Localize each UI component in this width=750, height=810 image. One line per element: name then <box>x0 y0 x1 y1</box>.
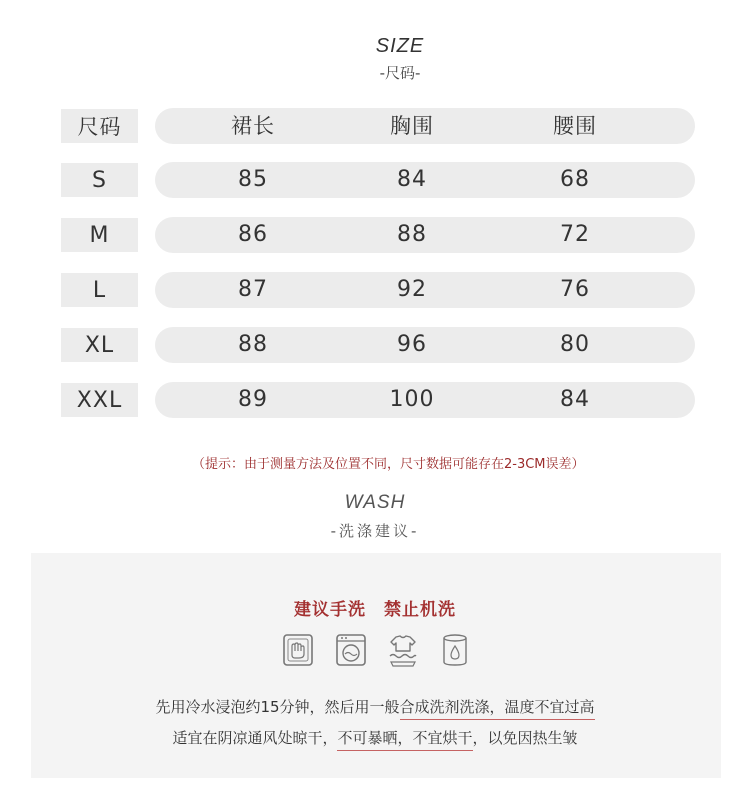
length-value: 86 <box>238 222 268 247</box>
waist-value: 76 <box>560 277 590 302</box>
wash-line2-underlined: 不可暴晒，不宜烘干 <box>337 729 472 751</box>
waist-value: 80 <box>560 332 590 357</box>
care-icons <box>282 633 472 669</box>
bust-value: 88 <box>397 222 427 247</box>
bust-value: 96 <box>397 332 427 357</box>
table-row <box>0 381 750 419</box>
length-value: 89 <box>238 387 268 412</box>
bust-value: 84 <box>397 167 427 192</box>
length-value: 85 <box>238 167 268 192</box>
size-subtitle: -尺码- <box>379 64 421 82</box>
wash-line2-text-a: 适宜在阴凉通风处晾干， <box>172 729 338 747</box>
table-header-row <box>0 107 750 145</box>
no-machine-wash-label: 禁止机洗 <box>384 600 456 620</box>
size-label: XL <box>61 328 138 362</box>
wash-heading <box>0 595 750 620</box>
hand-wash-label: 建议手洗 <box>294 600 366 620</box>
size-label: L <box>61 273 138 307</box>
waist-value: 84 <box>560 387 590 412</box>
header-length: 裙长 <box>231 114 275 138</box>
header-waist: 腰围 <box>553 114 597 138</box>
bust-value: 92 <box>397 277 427 302</box>
header-size: 尺码 <box>61 109 138 143</box>
dry-shirt-icon <box>387 633 419 667</box>
table-row <box>0 271 750 309</box>
size-label: S <box>61 163 138 197</box>
bust-value: 100 <box>389 387 435 412</box>
header-bust: 胸围 <box>390 114 434 138</box>
wash-title: WASH <box>344 492 406 513</box>
waist-value: 72 <box>560 222 590 247</box>
hand-wash-icon <box>282 633 314 667</box>
size-title: SIZE <box>375 35 425 57</box>
wash-line1-text: 先用冷水浸泡约15分钟，然后用一般 <box>155 698 400 716</box>
wash-subtitle: -洗涤建议- <box>330 522 420 540</box>
size-label: M <box>61 218 138 252</box>
size-label: XXL <box>61 383 138 417</box>
table-row <box>0 326 750 364</box>
length-value: 88 <box>238 332 268 357</box>
measurement-note: （提示：由于测量方法及位置不同，尺寸数据可能存在2-3CM误差） <box>192 457 585 472</box>
bleach-icon <box>439 633 471 667</box>
wash-instruction-line-1 <box>0 696 750 717</box>
table-row <box>0 216 750 254</box>
wash-instruction-line-2 <box>0 727 750 748</box>
wash-line1-underlined: 合成洗剂洗涤，温度不宜过高 <box>400 698 595 720</box>
table-row <box>0 161 750 199</box>
washing-machine-icon <box>335 633 367 667</box>
waist-value: 68 <box>560 167 590 192</box>
length-value: 87 <box>238 277 268 302</box>
wash-line2-text-b: ，以免因热生皱 <box>472 729 578 747</box>
